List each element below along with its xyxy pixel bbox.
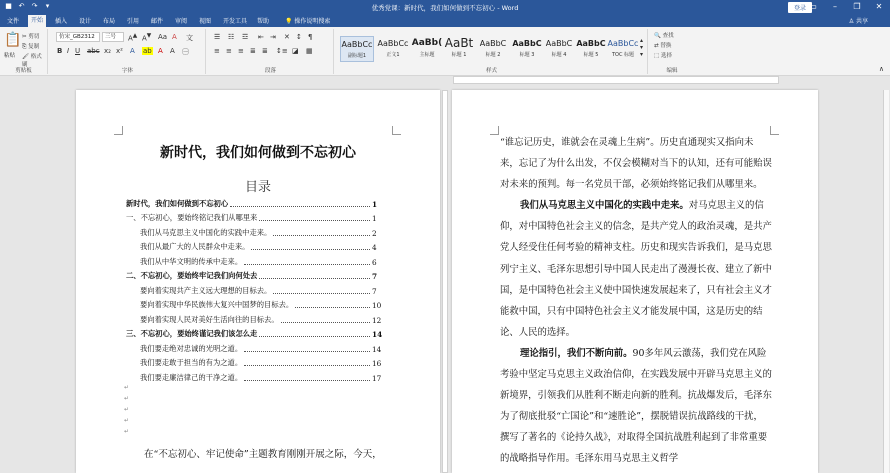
margin-mark xyxy=(392,126,401,135)
font-color-icon[interactable]: A xyxy=(158,47,163,55)
style-name: 标题 1 xyxy=(451,52,467,58)
undo-icon[interactable]: ↶ xyxy=(18,2,25,10)
toc-entry[interactable] xyxy=(126,310,388,325)
replace-button[interactable]: ⇄ 替换 xyxy=(654,43,672,49)
body-paragraph[interactable] xyxy=(500,343,772,470)
style-preview: AaBbCc xyxy=(377,39,409,48)
clear-format-icon[interactable]: A xyxy=(172,33,177,41)
page-1[interactable] xyxy=(76,90,440,473)
toc-page-number: 17 xyxy=(372,373,382,383)
page-2-body[interactable] xyxy=(500,132,772,470)
tab-mailings[interactable]: 邮件 xyxy=(151,18,164,25)
toc-leader xyxy=(251,249,370,250)
toc-page-number: 7 xyxy=(372,286,377,296)
section-heading: 我们从马克思主义中国化的实践中走来。 xyxy=(520,200,689,212)
tab-layout[interactable]: 布局 xyxy=(103,18,116,25)
char-shading-icon[interactable]: A xyxy=(170,47,175,55)
strikethrough-icon[interactable]: abc xyxy=(87,47,100,55)
toc-entry-text: 要向着实现共产主义远大理想的目标去。 xyxy=(140,285,272,295)
tab-developer[interactable]: 开发工具 xyxy=(223,18,248,25)
toc-page-number: 1 xyxy=(372,199,378,209)
vertical-ruler[interactable] xyxy=(442,90,448,473)
toc-leader xyxy=(281,322,370,323)
tab-home[interactable]: 开始 xyxy=(28,15,46,27)
toc-leader xyxy=(244,380,370,381)
subscript-icon[interactable]: x₂ xyxy=(104,47,111,55)
toc-page-number: 2 xyxy=(372,228,377,238)
increase-indent-icon[interactable]: ⇥ xyxy=(270,33,276,41)
toc-page-number: 12 xyxy=(372,315,382,325)
styles-group-label: 样式 xyxy=(485,68,497,74)
toc-entry-text: 一、不忘初心，要始终铭记我们从哪里来 xyxy=(126,213,258,222)
save-icon[interactable]: ■ xyxy=(5,2,12,10)
style-body1[interactable] xyxy=(376,36,410,62)
shrink-font-icon[interactable]: A▼ xyxy=(142,33,152,43)
toc-page-number: 14 xyxy=(372,344,382,354)
numbering-icon[interactable]: ☷ xyxy=(228,33,235,41)
style-heading4[interactable] xyxy=(542,36,576,62)
body-paragraph[interactable] xyxy=(500,195,772,343)
paragraph-text: 对马克思主义的信仰，对中国特色社会主义的信念，是共产党人的政治灵魂，是共产党人经受住任何考验的精神支柱。历史和现实告诉我们，是马克思列宁主义、毛泽东思想引导中国人民走出了漫漫长夜、建立了新中国，是中国特色社会主义使中国快速发展起来了，只有社会主义才能救中国，只有中国特色社会主义才能发展中国，这是历史的结论、人民的选择。 xyxy=(500,200,772,338)
toc-entry-text: 要向着实现人民对美好生活向往的目标去。 xyxy=(140,314,279,324)
toc-leader xyxy=(244,365,370,366)
lightbulb-icon: 💡 xyxy=(285,18,293,25)
section-heading: 理论指引，我们不断向前。 xyxy=(520,347,633,359)
toc-leader xyxy=(230,206,370,207)
restore-icon[interactable]: ❐ xyxy=(853,2,861,11)
toc-page-number: 7 xyxy=(372,272,378,281)
style-name: 主标题 xyxy=(419,52,435,58)
toc-entry[interactable] xyxy=(126,325,388,340)
borders-icon[interactable]: ▦ xyxy=(306,47,313,55)
toc-entry[interactable] xyxy=(126,194,388,209)
paragraph-marks: ↵ ↵ ↵ ↵ ↵ xyxy=(124,384,130,435)
decrease-indent-icon[interactable]: ⇤ xyxy=(258,33,264,41)
login-button[interactable]: 登录 xyxy=(788,2,812,13)
toc-entry-text: 新时代，我们如何做到不忘初心 xyxy=(126,198,229,208)
body-paragraph[interactable]: “谁忘记历史，谁就会在灵魂上生病”。历史直通现实又指向未来，忘记了为什么出发，不仅会模糊对当下的认知，还有可能贻误对未来的预判。每一名党员干部，必须始终铭记我们从哪里来。 xyxy=(500,137,772,191)
toc-leader xyxy=(273,293,370,294)
bold-icon[interactable]: B xyxy=(57,47,63,55)
highlight-icon[interactable]: ab xyxy=(143,47,152,55)
paragraph-group-label: 段落 xyxy=(264,68,276,74)
toc-entry[interactable] xyxy=(126,238,388,253)
toc-entry-text: 要向着实现中华民族伟大复兴中国梦的目标去。 xyxy=(140,300,294,309)
style-preview: AaBbCc xyxy=(607,39,639,48)
page-2[interactable] xyxy=(452,90,818,473)
tell-me-search[interactable] xyxy=(282,16,333,27)
toc-leader xyxy=(295,307,370,308)
share-label: 共享 xyxy=(855,18,868,25)
style-name: 标题 5 xyxy=(583,52,599,58)
cut-button[interactable]: ✂ 剪切 xyxy=(22,34,40,40)
vertical-scrollbar[interactable] xyxy=(883,90,889,473)
style-name: 标题 3 xyxy=(519,52,535,58)
ribbon-tabs xyxy=(0,14,890,27)
toc-leader xyxy=(259,278,370,279)
style-preview: AaBbCc xyxy=(341,40,373,49)
select-label: 选择 xyxy=(660,53,672,59)
select-button[interactable]: ⬚ 选择 xyxy=(654,53,672,59)
style-preview: AaBbC xyxy=(512,39,542,48)
editing-group-label: 编辑 xyxy=(666,68,678,74)
align-left-icon[interactable]: ≡ xyxy=(214,47,220,55)
customize-icon[interactable]: ▾ xyxy=(45,2,50,10)
toc-leader xyxy=(259,336,370,337)
find-label: 查找 xyxy=(662,33,674,39)
toc-entry[interactable] xyxy=(126,354,388,369)
window-controls xyxy=(802,0,890,14)
horizontal-ruler[interactable] xyxy=(453,76,779,84)
tab-design[interactable]: 设计 xyxy=(79,18,92,25)
style-toc-heading[interactable] xyxy=(606,36,640,62)
style-preview: AaBbC xyxy=(479,39,507,48)
toc-entry-text: 三、不忘初心，要始终谨记我们该怎么走 xyxy=(126,329,258,338)
align-right-icon[interactable]: ≡ xyxy=(238,47,244,55)
toc-entry[interactable] xyxy=(126,296,388,311)
enclose-char-icon[interactable]: ㊀ xyxy=(182,48,189,56)
style-main-title[interactable] xyxy=(410,36,444,62)
toc-entry-text: 我们从马克思主义中国化的实践中走来。 xyxy=(140,227,272,237)
style-name: 标题 2 xyxy=(485,52,501,58)
title-bar xyxy=(0,0,890,14)
ribbon-options-icon[interactable]: ▭ xyxy=(809,2,817,11)
share-button[interactable] xyxy=(849,16,868,25)
format-painter-label: 格式刷 xyxy=(22,54,42,68)
ribbon xyxy=(0,27,890,76)
copy-button[interactable]: ⎘ 复制 xyxy=(22,44,40,50)
style-preview: AaBbC xyxy=(545,39,573,48)
clipboard-group xyxy=(0,29,48,74)
toc-entry-text: 我们要走敢于担当的有为之道。 xyxy=(140,358,243,367)
show-marks-icon[interactable]: ¶ xyxy=(308,33,313,41)
format-painter-button[interactable]: 🖌 格式刷 xyxy=(22,54,42,68)
toc-heading[interactable]: 目录 xyxy=(244,180,271,195)
toc-entry[interactable] xyxy=(126,252,388,267)
close-icon[interactable]: ✕ xyxy=(875,2,883,11)
bullets-icon[interactable]: ☰ xyxy=(214,33,221,41)
minimize-icon[interactable]: – xyxy=(833,2,837,11)
paragraph-group xyxy=(208,29,334,74)
center-icon[interactable]: ≡ xyxy=(226,47,232,55)
underline-icon[interactable]: U xyxy=(75,47,81,55)
justify-icon[interactable]: ≣ xyxy=(250,47,256,55)
toc-page-number: 16 xyxy=(372,359,382,368)
tab-insert[interactable]: 插入 xyxy=(55,18,68,25)
find-button[interactable]: 🔍 查找 xyxy=(654,33,674,39)
toc-leader xyxy=(259,220,370,221)
tab-file[interactable]: 文件 xyxy=(7,18,20,25)
superscript-icon[interactable]: x² xyxy=(116,47,123,55)
toc-page-number: 6 xyxy=(372,257,377,267)
font-size-select[interactable]: 三号 xyxy=(102,32,124,42)
toc-entry-text: 二、不忘初心，要始终牢记我们向何处去 xyxy=(126,271,258,280)
clipboard-group-label: 剪贴板 xyxy=(15,68,32,74)
tab-review[interactable]: 审阅 xyxy=(175,18,188,25)
line-spacing-icon[interactable]: ↕≡ xyxy=(276,47,288,55)
toc-page-number: 4 xyxy=(372,243,377,252)
style-name: TOC 标题 xyxy=(611,52,635,58)
style-preview: AaBb( xyxy=(411,38,443,48)
grow-font-icon[interactable]: A▲ xyxy=(128,33,138,43)
margin-mark xyxy=(490,126,499,135)
toc-page-number: 10 xyxy=(372,301,382,310)
styles-group xyxy=(336,29,648,74)
toc-page-number: 1 xyxy=(372,214,377,223)
distributed-icon[interactable]: ≣ xyxy=(262,47,268,55)
chinese-layout-icon[interactable]: ✕ xyxy=(284,33,290,41)
copy-label: 复制 xyxy=(28,44,40,50)
style-name: 正文1 xyxy=(386,52,400,58)
body-paragraph[interactable]: 在“不忘初心、牢记使命”主题教育刚刚开展之际，今天， xyxy=(144,449,382,460)
toc-entry-text: 我们从最广大的人民群众中走来。 xyxy=(140,242,250,251)
tab-references[interactable]: 引用 xyxy=(127,18,140,25)
redo-icon[interactable]: ↷ xyxy=(31,2,38,10)
style-heading5[interactable] xyxy=(574,36,608,62)
font-group xyxy=(50,29,206,74)
collapse-ribbon-icon[interactable]: ∧ xyxy=(878,65,884,73)
tab-view[interactable]: 视图 xyxy=(199,18,212,25)
style-heading2[interactable] xyxy=(476,36,510,62)
style-heading1[interactable] xyxy=(442,36,476,62)
editing-group xyxy=(650,29,694,74)
multilevel-list-icon[interactable]: ☲ xyxy=(242,33,249,41)
toc-entry[interactable] xyxy=(126,267,388,282)
margin-mark xyxy=(114,126,123,135)
toc-entry[interactable] xyxy=(126,368,388,383)
toc-entry[interactable] xyxy=(126,209,388,224)
tab-help[interactable]: 帮助 xyxy=(257,18,270,25)
toc-entry-text: 我们要走廉洁律己的干净之道。 xyxy=(140,372,243,382)
change-case-icon[interactable]: Aa xyxy=(158,33,168,41)
style-preview: AaBbC xyxy=(576,39,606,48)
tell-me-label: 操作说明搜索 xyxy=(294,18,331,25)
toc-leader xyxy=(244,351,370,352)
toc-leader xyxy=(273,235,370,236)
style-subtitle1[interactable] xyxy=(340,36,374,62)
toc-entry-text: 我们从中华文明的传承中走来。 xyxy=(140,256,243,266)
style-preview: AaBt xyxy=(444,36,474,50)
style-heading3[interactable] xyxy=(510,36,544,62)
font-group-label: 字体 xyxy=(121,68,133,74)
window-title: 优秀党课：新时代，我们如何做到不忘初心 - Word xyxy=(371,4,519,12)
paste-icon[interactable]: 📋 xyxy=(4,32,22,48)
table-of-contents[interactable] xyxy=(126,194,388,383)
sort-icon[interactable]: ↕ xyxy=(296,33,302,41)
style-name: 标题 4 xyxy=(551,52,567,58)
toc-page-number: 14 xyxy=(372,330,383,339)
document-title[interactable]: 新时代，我们如何做到不忘初心 xyxy=(160,145,356,161)
paste-label[interactable]: 粘贴 xyxy=(4,53,16,59)
person-icon: ♙ xyxy=(848,18,855,25)
toc-entry[interactable] xyxy=(126,339,388,354)
cut-label: 剪切 xyxy=(28,34,40,40)
shading-icon[interactable]: ◪ xyxy=(292,47,299,55)
toc-entry-text: 我们要走绝对忠诚的光明之道。 xyxy=(140,343,243,353)
toc-entry[interactable] xyxy=(126,281,388,296)
font-name-select[interactable]: 仿宋_GB2312 xyxy=(56,32,100,42)
text-effects-icon[interactable]: A xyxy=(130,47,135,55)
toc-entry[interactable] xyxy=(126,223,388,238)
italic-icon[interactable]: I xyxy=(67,47,70,55)
styles-more-icon[interactable]: ▴ ▾ ▾ xyxy=(640,37,644,58)
style-name: 副标题1 xyxy=(347,53,367,59)
paragraph-text: 90多年风云激荡，我们党在风险考验中坚定马克思主义政治信仰，在实践发展中开辟马克思主义的新境界，引领我们从胜利不断走向新的胜利。抗战爆发后，毛泽东为了彻底批驳“亡国论”和“速胜论”，摆脱错误抗战路线的干扰，撰写了著名的《论持久战》，对取得全国抗战胜利起到了非常重要的战略指导作用。毛泽东用马克思主义哲学 xyxy=(500,347,772,465)
toc-leader xyxy=(244,264,370,265)
replace-label: 替换 xyxy=(660,43,672,49)
phonetic-guide-icon[interactable]: 文 xyxy=(186,34,193,42)
